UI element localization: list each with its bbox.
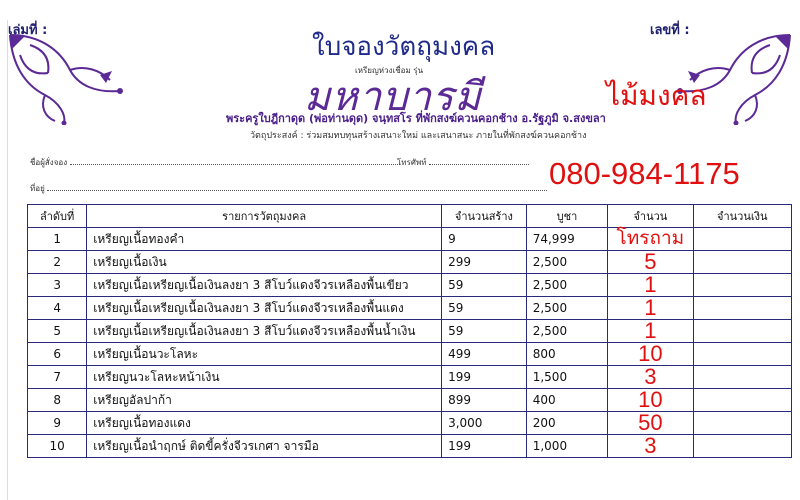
cell-amount[interactable] (693, 251, 791, 274)
book-number-label: เล่มที่ : (8, 23, 48, 38)
table-row (28, 435, 792, 458)
cell-qty[interactable]: โทรถาม (608, 228, 693, 251)
cell-amount[interactable] (693, 274, 791, 297)
cell-amount[interactable] (693, 343, 791, 366)
cell-item-name: เหรียญเนื้อทองคำ (87, 228, 442, 251)
contact-phone-number: 080-984-1175 (549, 156, 740, 191)
cell-made: 59 (442, 320, 527, 343)
cell-seq: 5 (28, 320, 87, 343)
cell-seq: 4 (28, 297, 87, 320)
cell-seq: 7 (28, 366, 87, 389)
cell-made: 199 (442, 435, 527, 458)
edition-name: มหาบารมี (304, 74, 482, 120)
cell-price: 2,500 (526, 251, 607, 274)
column-header-made: จำนวนสร้าง (442, 205, 527, 228)
cell-seq: 8 (28, 389, 87, 412)
cell-item-name: เหรียญเนื้อเหรียญเนื้อเงินลงยา 3 สีโบว์แดงจีวรเหลืองพื้นน้ำเงิน (87, 320, 442, 343)
orderer-field[interactable] (30, 155, 400, 169)
table-row (28, 412, 792, 435)
orderer-blank[interactable] (70, 155, 400, 165)
orderer-label: ชื่อผู้สั่งจอง (30, 158, 68, 167)
cell-amount[interactable] (693, 320, 791, 343)
cell-made: 899 (442, 389, 527, 412)
cell-price: 1,000 (526, 435, 607, 458)
cell-qty[interactable]: 3 (608, 366, 693, 389)
cell-price: 200 (526, 412, 607, 435)
cell-seq: 1 (28, 228, 87, 251)
cell-amount[interactable] (693, 228, 791, 251)
cell-qty[interactable]: 50 (608, 412, 693, 435)
cell-price: 800 (526, 343, 607, 366)
cell-item-name: เหรียญอัลปาก้า (87, 389, 442, 412)
cell-price: 1,500 (526, 366, 607, 389)
cell-amount[interactable] (693, 366, 791, 389)
form-title: ใบจองวัตถุมงคล (312, 32, 496, 62)
cell-item-name: เหรียญเนื้อเหรียญเนื้อเงินลงยา 3 สีโบว์แดงจีวรเหลืองพื้นเขียว (87, 274, 442, 297)
phone-field[interactable] (397, 155, 529, 169)
cell-seq: 9 (28, 412, 87, 435)
column-header-seq: ลำดับที่ (28, 205, 87, 228)
table-row (28, 297, 792, 320)
cell-made: 3,000 (442, 412, 527, 435)
cell-item-name: เหรียญเนื้อทองแดง (87, 412, 442, 435)
table-header-row (28, 205, 792, 228)
cell-price: 2,500 (526, 320, 607, 343)
phone-label: โทรศัพท์ (397, 158, 427, 167)
cell-price: 400 (526, 389, 607, 412)
cell-amount[interactable] (693, 297, 791, 320)
handwritten-stamp-text: ไม้มงคล (606, 79, 707, 112)
table-row (28, 320, 792, 343)
cell-item-name: เหรียญเนื้อเงิน (87, 251, 442, 274)
left-corner-ornament (0, 25, 150, 125)
cell-amount[interactable] (693, 412, 791, 435)
cell-made: 499 (442, 343, 527, 366)
cell-seq: 2 (28, 251, 87, 274)
cell-qty[interactable]: 1 (608, 297, 693, 320)
cell-seq: 10 (28, 435, 87, 458)
table-row (28, 251, 792, 274)
cell-seq: 6 (28, 343, 87, 366)
column-header-price: บูชา (526, 205, 607, 228)
cell-amount[interactable] (693, 389, 791, 412)
cell-made: 9 (442, 228, 527, 251)
table-row (28, 274, 792, 297)
cell-qty[interactable]: 10 (608, 343, 693, 366)
cell-qty[interactable]: 10 (608, 389, 693, 412)
address-label: ที่อยู่ (30, 184, 45, 193)
monk-name-line: พระครูใบฎีกาดุด (พ่อท่านดุด) จนฺทสโร ที่พักสงฆ์ควนคอกช้าง อ.รัฐภูมิ จ.สงขลา (226, 112, 606, 125)
cell-made: 59 (442, 274, 527, 297)
cell-made: 299 (442, 251, 527, 274)
address-field[interactable] (30, 181, 547, 195)
cell-qty[interactable]: 1 (608, 320, 693, 343)
cell-item-name: เหรียญเนื้อนำฤกษ์ ติดขี้ครั่งจีวรเกศา จารมือ (87, 435, 442, 458)
cell-qty[interactable]: 5 (608, 251, 693, 274)
cell-made: 59 (442, 297, 527, 320)
address-blank[interactable] (47, 181, 547, 191)
cell-item-name: เหรียญเนื้อเหรียญเนื้อเงินลงยา 3 สีโบว์แดงจีวรเหลืองพื้นแดง (87, 297, 442, 320)
table-row (28, 343, 792, 366)
cell-amount[interactable] (693, 435, 791, 458)
cell-item-name: เหรียญนวะโลหะหน้าเงิน (87, 366, 442, 389)
purpose-line: วัตถุประสงค์ : ร่วมสมทบทุนสร้างเสนาะใหม่ และเสนาสนะ ภายในที่พักสงฆ์ควนคอกช้าง (250, 131, 587, 141)
column-header-amount: จำนวนเงิน (693, 205, 791, 228)
edition-caption: เหรียญห่วงเชื่อม รุ่น (355, 66, 424, 75)
cell-made: 199 (442, 366, 527, 389)
cell-qty[interactable]: 1 (608, 274, 693, 297)
cell-qty[interactable]: 3 (608, 435, 693, 458)
cell-seq: 3 (28, 274, 87, 297)
table-row (28, 389, 792, 412)
serial-number-label: เลขที่ : (650, 23, 690, 38)
column-header-item: รายการวัตถุมงคล (87, 205, 442, 228)
phone-blank[interactable] (429, 155, 529, 165)
table-row (28, 366, 792, 389)
cell-item-name: เหรียญเนื้อนวะโลหะ (87, 343, 442, 366)
cell-price: 74,999 (526, 228, 607, 251)
items-table (27, 204, 792, 458)
cell-price: 2,500 (526, 297, 607, 320)
column-header-qty: จำนวน (608, 205, 693, 228)
cell-price: 2,500 (526, 274, 607, 297)
table-row (28, 228, 792, 251)
